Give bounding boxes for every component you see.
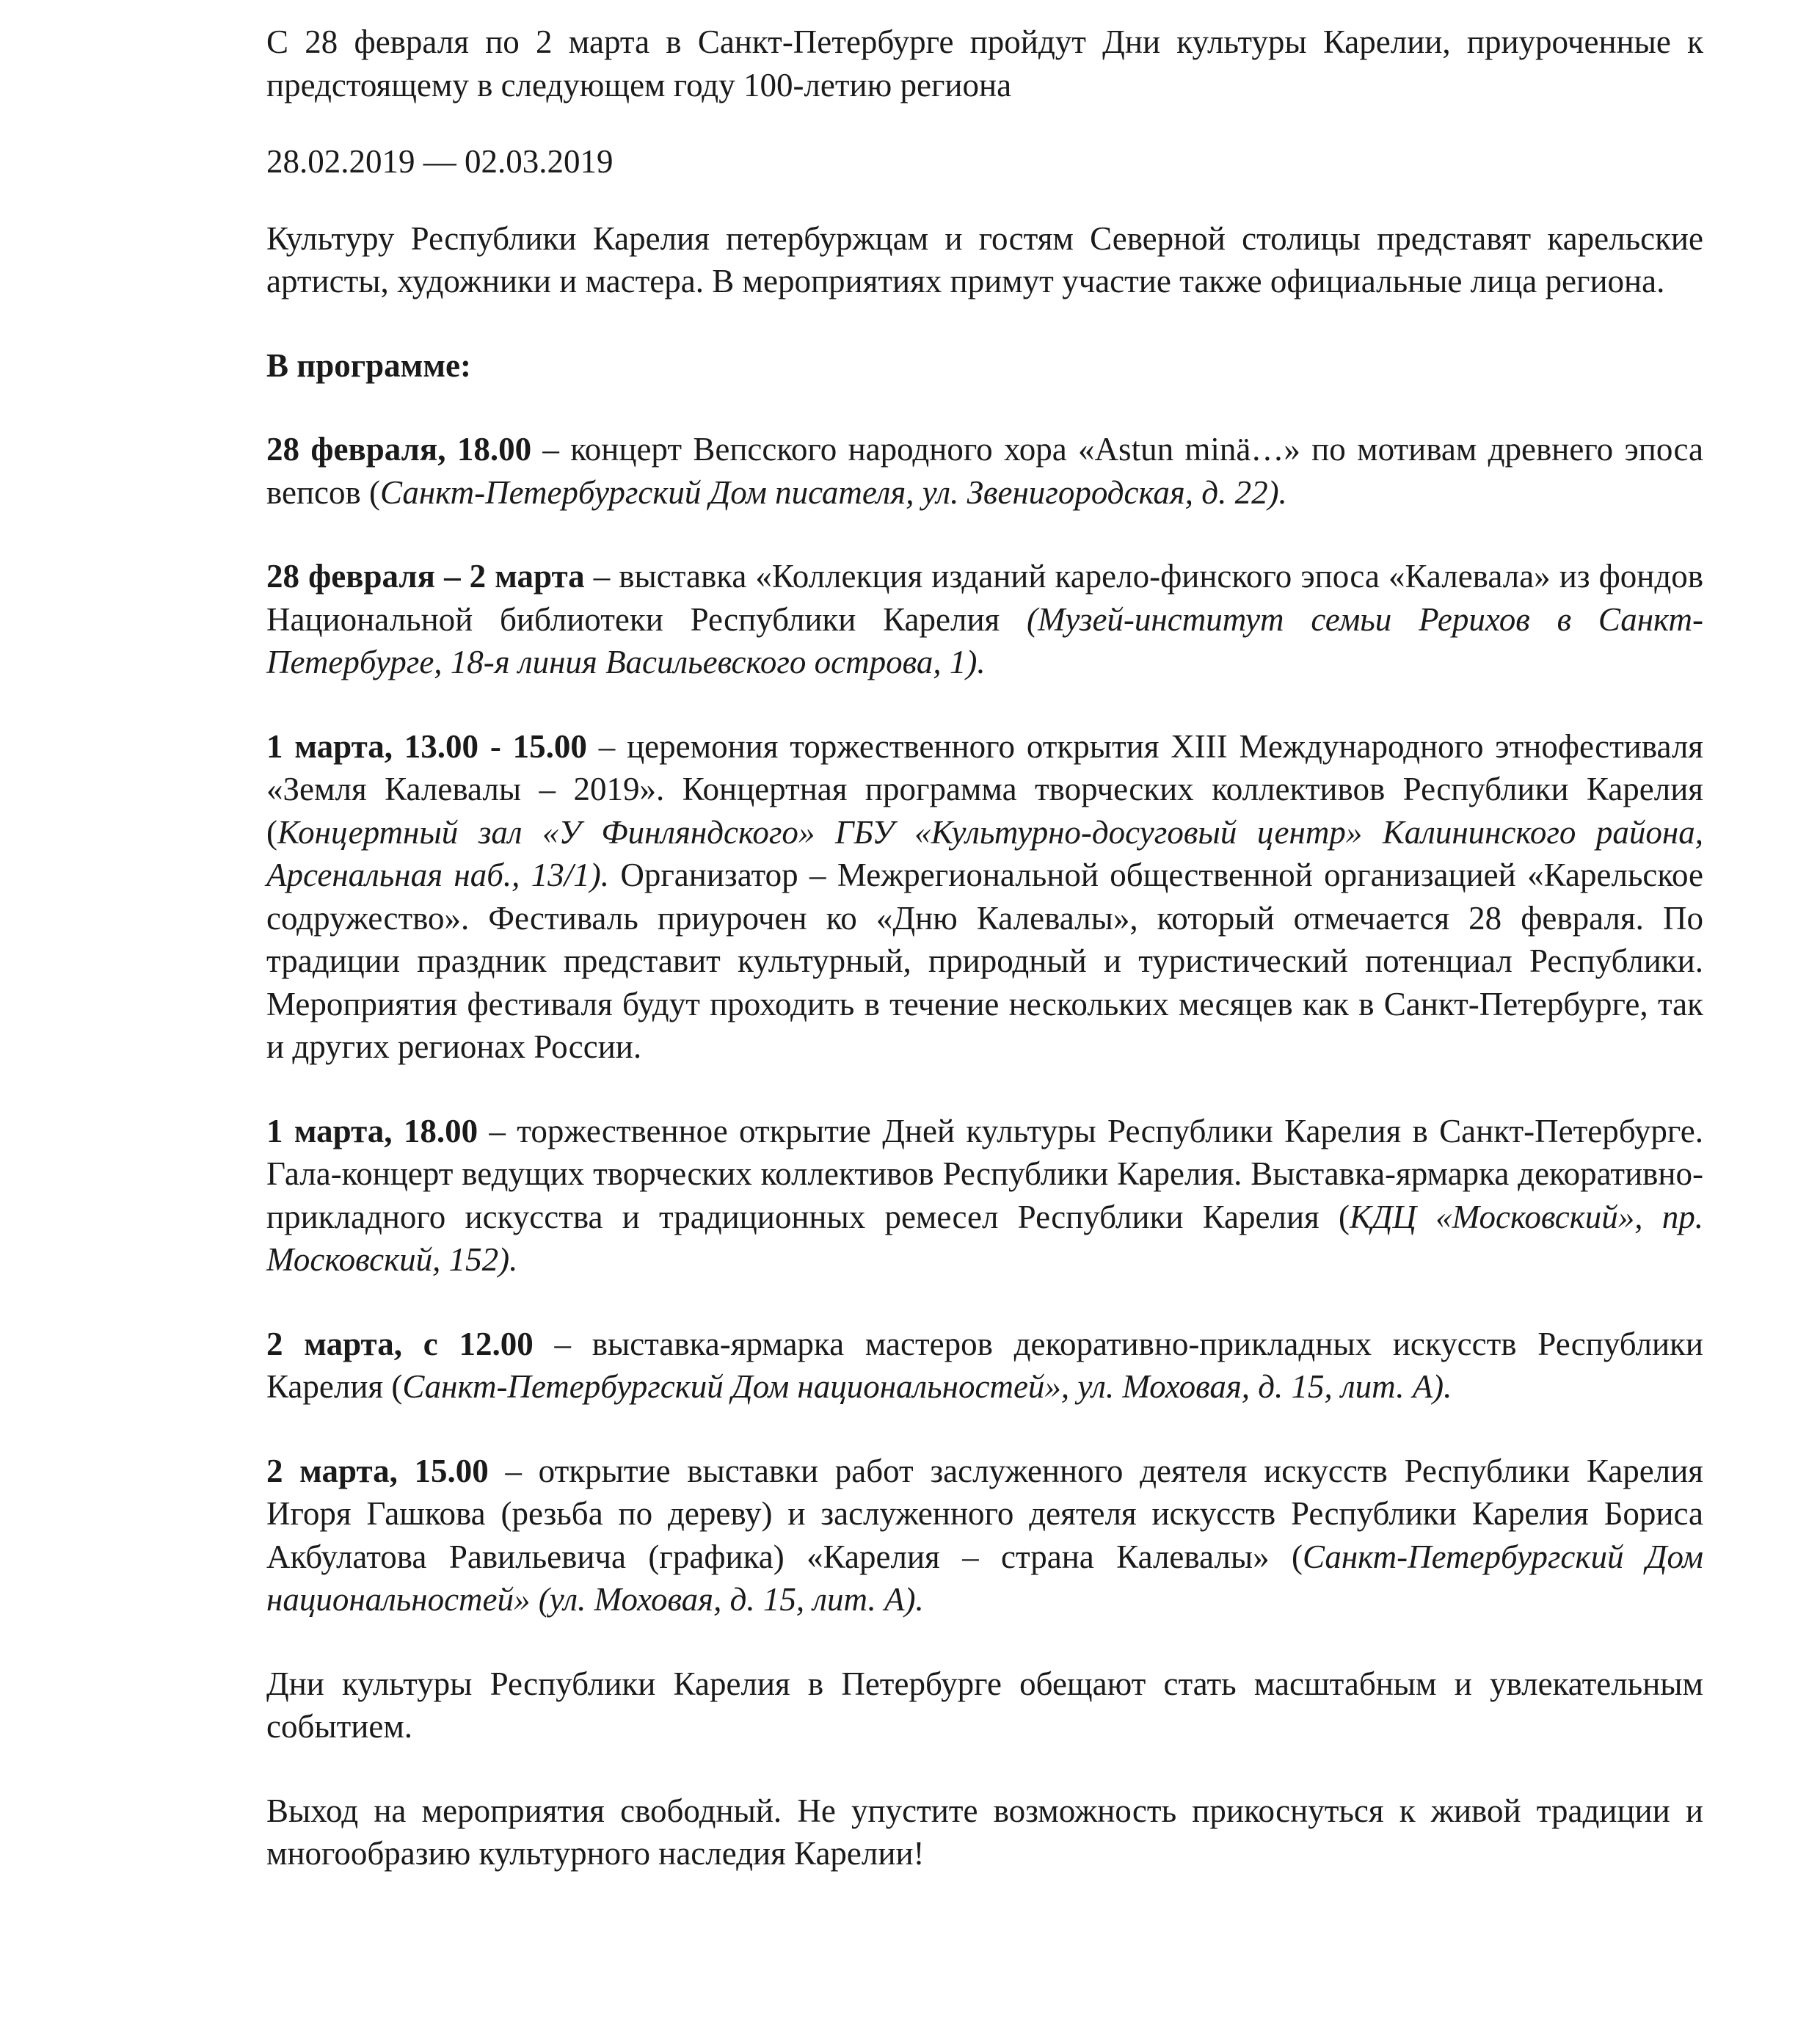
program-heading: В программе:: [266, 346, 471, 384]
summary-paragraph: Культуру Республики Карелия петербуржцам и гостям Северной столицы представят карельские артисты, художники и мастера. В мероприятиях примут участие также официальные лица региона.: [266, 219, 1703, 299]
intro-paragraph: С 28 февраля по 2 марта в Санкт-Петербурге пройдут Дни культуры Карелии, приуроченные к предстоящему в следующем году 100-летию региона: [266, 23, 1703, 103]
event-item: [266, 1450, 1703, 1621]
event-when: 28 февраля, 18.00: [266, 431, 532, 468]
closing-paragraph-final: Выход на мероприятия свободный. Не упустите возможность прикоснуться к живой традиции и многообразию культурного наследия Карелии!: [266, 1792, 1703, 1872]
event-extra: Организатор – Межрегиональной общественной организацией «Карельское содружество». Фестиваль приурочен ко «Дню Калевалы», который отмечается 28 февраля. По традиции праздник представит культурный, природный и туристический потенциал Республики. Мероприятия фестиваля будут проходить в течение нескольких месяцев как в Санкт-Петербурге, так и других регионах России.: [266, 857, 1703, 1065]
event-when: 28 февраля – 2 марта: [266, 558, 585, 595]
event-description: – концерт Вепсского народного хора «Astun minä…» по мотивам древнего эпоса вепсов (: [266, 431, 1703, 511]
event-description: – открытие выставки работ заслуженного деятеля искусств Республики Карелия Игоря Гашкова (резьба по дереву) и заслуженного деятеля искусств Республики Карелия Бориса Акбулатова Равильевича (графика) «Карелия – страна Калевалы» (: [266, 1452, 1703, 1575]
event-item: [266, 428, 1703, 514]
event-place: (Музей-институт семьи Рерихов в Санкт-Петербурге, 18-я линия Васильевского острова, 1).: [266, 600, 1703, 680]
event-item: [266, 1323, 1703, 1409]
event-when: 2 марта, 15.00: [266, 1452, 489, 1489]
event-item: [266, 555, 1703, 684]
event-description: – торжественное открытие Дней культуры Республики Карелия в Санкт-Петербурге. Гала-концерт ведущих творческих коллективов Республики Карелия. Выставка-ярмарка декоративно-прикладного искусства и традиционных ремесел Республики Карелия (: [266, 1112, 1703, 1235]
event-place: КДЦ «Московский», пр. Московский, 152).: [266, 1198, 1703, 1278]
event-description: – выставка «Коллекция изданий карело-финского эпоса «Калевала» из фондов Национальной библиотеки Республики Карелия: [266, 558, 1704, 638]
event-when: 1 марта, 18.00: [266, 1112, 478, 1149]
event-place: Санкт-Петербургский Дом национальностей», ул. Моховая, д. 15, лит. А).: [402, 1368, 1452, 1405]
document-page: [266, 21, 1703, 1875]
event-item: [266, 725, 1703, 1069]
event-place: Санкт-Петербургский Дом национальностей» (ул. Моховая, д. 15, лит. А).: [266, 1538, 1703, 1618]
event-description: – церемония торжественного открытия XIII Международного этнофестиваля «Земля Калевалы – 2019». Концертная программа творческих коллективов Республики Карелия (: [266, 727, 1704, 851]
event-dates: 28.02.2019 — 02.03.2019: [266, 143, 614, 180]
closing-paragraph: Дни культуры Республики Карелия в Петербурге обещают стать масштабным и увлекательным событием.: [266, 1665, 1703, 1745]
event-item: [266, 1110, 1703, 1282]
event-place: Концертный зал «У Финляндского» ГБУ «Культурно-досуговый центр» Калининского района, Арсенальная наб., 13/1).: [266, 813, 1703, 893]
event-description: – выставка-ярмарка мастеров декоративно-прикладных искусств Республики Карелия (: [266, 1325, 1704, 1405]
event-place: Санкт-Петербургский Дом писателя, ул. Звенигородская, д. 22).: [380, 473, 1287, 511]
event-when: 1 марта, 13.00 - 15.00: [266, 727, 587, 765]
event-when: 2 марта, с 12.00: [266, 1325, 534, 1362]
